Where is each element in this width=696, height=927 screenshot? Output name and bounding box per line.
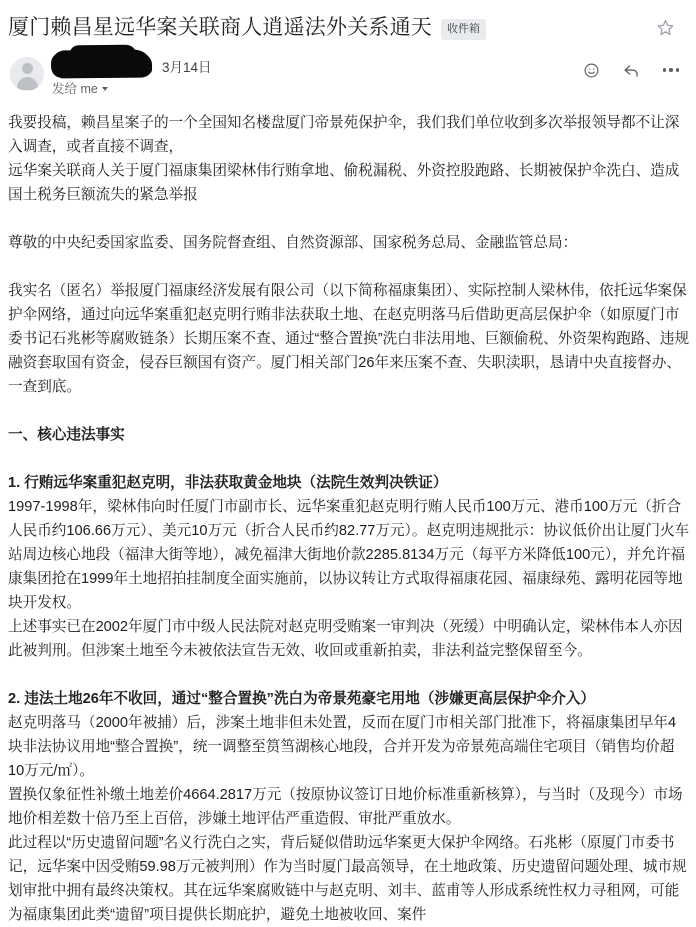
body-heading: 2. 违法土地26年不收回，通过“整合置换”洗白为帝景苑豪宅用地（涉嫌更高层保护伞介入） [8,691,596,707]
sender-row [0,47,696,101]
add-reaction-icon[interactable] [580,59,602,81]
body-paragraph: 我实名（匿名）举报厦门福康经济发展有限公司（以下简称福康集团）、实际控制人梁林伟，依托远华案保护伞网络，通过向远华案重犯赵克明行贿非法获取土地、在赵克明落马后借助更高层保护伞（如原厦门市委书记石兆彬等腐败链条）长期压案不查、通过“整合置换”洗白非法用地、巨额偷税、外资架构跑路、违规融资套取国有资金，侵吞巨额国有资产。厦门相关部门26年来压案不查、失职渎职，恳请中央直接督办、一查到底。 [8,283,690,395]
more-dots [663,68,679,71]
sender-meta [52,55,580,97]
sender-name-line [52,56,580,78]
body-spacer [8,447,690,471]
avatar-body-shape [17,77,38,90]
body-spacer [8,399,690,423]
label-chip-inbox[interactable]: 收件箱 [441,19,486,40]
body-heading: 1. 行贿远华案重犯赵克明，非法获取黄金地块（法院生效判决铁证） [8,475,448,491]
body-spacer [8,663,690,687]
avatar[interactable] [10,57,44,91]
body-spacer [8,207,690,231]
message-actions [580,59,682,81]
body-paragraph: 赵克明落马（2000年被捕）后，涉案土地非但未处置，反而在厦门市相关部门批准下，将福康集团早年4块非法协议用地“整合置换”，统一调整至筼筜湖核心地段，合并开发为帝景苑高端住宅项目（销售均价超10万元/㎡）。 [8,715,677,779]
body-heading: 一、核心违法事实 [8,427,125,443]
message-body [0,101,696,927]
body-paragraph: 我要投稿，赖昌星案子的一个全国知名楼盘厦门帝景苑保护伞，我们我们单位收到多次举报领导都不让深入调查，或者直接不调查， [8,115,680,155]
body-paragraph: 尊敬的中央纪委国家监委、国务院督查组、自然资源部、国家税务总局、金融监管总局： [8,235,578,251]
page-title: 厦门赖昌星远华案关联商人逍遥法外关系通天 [8,16,432,39]
message-date: 3月14日 [162,60,212,75]
body-paragraph: 1997-1998年，梁林伟向时任厦门市副市长、远华案重犯赵克明行贿人民币100万元、港币100万元（折合人民币约106.66万元）、美元10万元（折合人民币约82.77万元）。赵克明违规批示：协议低价出让厦门火车站周边核心地段（福津大街等地），减免福津大街地价款2285.8134万元（每平方米降低100元），并允许福康集团抢在1999年土地招拍挂制度全面实施前，以协议转让方式取得福康花园、福康绿苑、露明花园等地块开发权。 [8,499,690,611]
more-options-icon[interactable] [660,59,682,81]
body-paragraph: 置换仅象征性补缴土地差价4664.2817万元（按原协议签订日地价标准重新核算），与当时（及现今）市场地价相差数十倍乃至上百倍，涉嫌土地评估严重造假、审批严重放水。 [8,787,683,827]
avatar-head-shape [22,63,33,74]
body-paragraph: 此过程以“历史遗留问题”名义行洗白之实，背后疑似借助远华案更大保护伞网络。石兆彬（原厦门市委书记，远华案中因受贿59.98万元被判刑）作为当时厦门最高领导，在土地政策、历史遗留问题处理、城市规划审批中拥有最终决策权。其在远华案腐败链中与赵克明、刘丰、蓝甫等人形成系统性权力寻租网，可能为福康集团此类“遗留”项目提供长期庇护，避免土地被收回、案件 [8,835,687,923]
sender-name-redaction [52,49,150,76]
body-paragraph: 远华案关联商人关于厦门福康集团梁林伟行贿拿地、偷税漏税、外资控股跑路、长期被保护伞洗白、造成国土税务巨额流失的紧急举报 [8,163,680,203]
reply-arrow-icon[interactable] [620,59,642,81]
star-icon[interactable] [652,15,678,41]
recipient-line[interactable] [52,79,580,97]
chevron-down-icon[interactable] [102,87,108,91]
body-spacer [8,255,690,279]
body-paragraph: 上述事实已在2002年厦门市中级人民法院对赵克明受贿案一审判决（死缓）中明确认定，梁林伟本人亦因此被判刑。但涉案土地至今未被依法宣告无效、收回或重新拍卖，非法利益完整保留至今。 [8,619,683,659]
recipient-label: 发给 me [52,82,98,96]
subject-row [0,0,696,47]
